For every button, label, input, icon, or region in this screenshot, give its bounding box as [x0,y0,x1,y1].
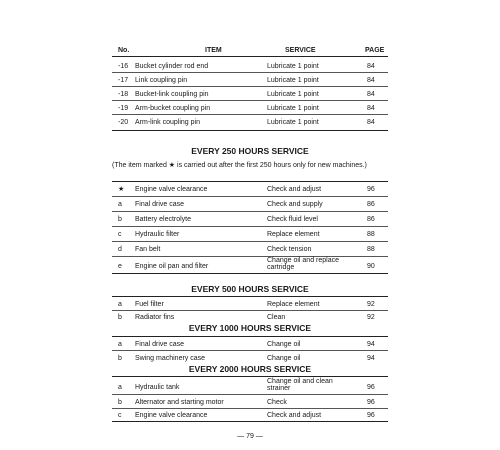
row-service-cont: strainer [267,385,291,392]
divider [112,100,388,101]
row-service: Replace element [267,301,320,308]
row-item: Final drive case [135,201,185,208]
row-no: a [118,341,122,348]
row-page: 84 [367,105,375,112]
row-item: Bucket cylinder rod end [135,63,209,70]
row-page: 84 [367,63,375,70]
row-service: Lubricate 1 point [267,105,319,112]
row-no: c [118,231,122,238]
row-service: Check and supply [267,201,323,208]
header-item: ITEM [205,47,222,54]
row-item: Final drive case [135,341,185,348]
row-page: 88 [367,246,375,253]
row-no: -17 [118,77,129,84]
row-no: b [118,216,122,223]
divider [112,181,388,182]
header-no: No. [118,47,130,54]
row-page: 92 [367,314,375,321]
row-item: Fan belt [135,246,161,253]
row-item: Engine oil pan and filter [135,263,209,270]
row-no: -18 [118,91,129,98]
divider [112,394,388,395]
row-no: -20 [118,119,129,126]
row-service: Check and adjust [267,412,322,419]
row-no: -19 [118,105,129,112]
divider [112,56,388,57]
row-no: ★ [118,186,125,193]
row-item: Hydraulic filter [135,231,180,238]
row-page: 94 [367,355,375,362]
row-no: b [118,399,122,406]
section-note: (The item marked ★ is carried out after the first 250 hours only for new machines.) [112,162,367,169]
row-page: 96 [367,186,375,193]
header-page: PAGE [365,47,385,54]
row-page: 92 [367,301,375,308]
divider [112,211,388,212]
row-page: 94 [367,341,375,348]
divider [112,226,388,227]
row-item: Engine valve clearance [135,186,208,193]
row-item: Swing machinery case [135,355,206,362]
row-page: 96 [367,384,375,391]
row-no: a [118,384,122,391]
row-service: Check and adjust [267,186,322,193]
row-service: Lubricate 1 point [267,63,319,70]
row-service: Lubricate 1 point [267,119,319,126]
row-page: 84 [367,77,375,84]
row-page: 86 [367,216,375,223]
divider [112,86,388,87]
row-service: Change oil and replace [267,257,339,264]
divider [112,336,388,337]
row-no: b [118,314,122,321]
row-no: a [118,201,122,208]
row-service: Check fluid level [267,216,318,223]
row-service: Replace element [267,231,320,238]
row-item: Hydraulic tank [135,384,180,391]
row-no: a [118,301,122,308]
divider [112,241,388,242]
row-page: 86 [367,201,375,208]
divider [112,296,388,297]
row-no: b [118,355,122,362]
row-page: 96 [367,412,375,419]
row-page: 96 [367,399,375,406]
row-service: Check [267,399,287,406]
row-service: Check tension [267,246,312,253]
row-item: Link coupling pin [135,77,188,84]
divider [112,408,388,409]
row-service: Change oil [267,355,301,362]
header-service: SERVICE [285,47,316,54]
divider [112,72,388,73]
row-no: d [118,246,122,253]
divider [112,310,388,311]
divider [112,114,388,115]
row-item: Battery electrolyte [135,216,192,223]
row-item: Alternator and starting motor [135,399,224,406]
divider [112,196,388,197]
divider [112,421,388,422]
section-title-1000: EVERY 1000 HOURS SERVICE [188,323,312,333]
divider [112,273,388,274]
row-item: Fuel filter [135,301,164,308]
row-no: c [118,412,122,419]
row-page: 84 [367,91,375,98]
row-no: -16 [118,63,129,70]
divider [112,350,388,351]
row-item: Engine valve clearance [135,412,208,419]
divider [112,256,388,257]
row-service: Lubricate 1 point [267,77,319,84]
section-title-250: EVERY 250 HOURS SERVICE [191,146,309,156]
section-title-2000: EVERY 2000 HOURS SERVICE [188,364,312,374]
row-item: Arm-bucket coupling pin [135,105,211,112]
row-page: 84 [367,119,375,126]
row-page: 90 [367,263,375,270]
row-page: 88 [367,231,375,238]
row-item: Bucket-link coupling pin [135,91,209,98]
row-service: Change oil and clean [267,378,333,385]
row-no: e [118,263,122,270]
divider [112,376,388,377]
divider [112,130,388,131]
row-item: Radiator fins [135,314,175,321]
row-service: Clean [267,314,286,321]
row-service-cont: cartridge [267,264,295,271]
page-number: — 79 — [237,433,263,440]
row-service: Lubricate 1 point [267,91,319,98]
section-title-500: EVERY 500 HOURS SERVICE [191,284,309,294]
row-item: Arm-link coupling pin [135,119,200,126]
row-service: Change oil [267,341,301,348]
